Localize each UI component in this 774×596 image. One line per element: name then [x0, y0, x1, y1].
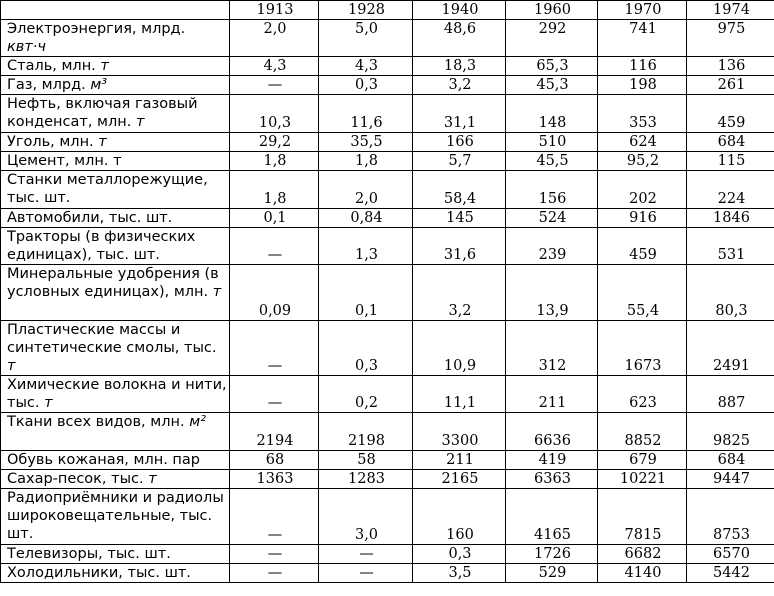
value-cell: 975 [687, 20, 774, 57]
value-cell: 0,1 [319, 265, 413, 321]
value-cell: 4,3 [230, 57, 319, 76]
row-label [1, 413, 230, 451]
value-cell: 31,1 [413, 95, 506, 133]
value-cell: 1,8 [319, 152, 413, 171]
row-name: Сталь, млн. [7, 58, 101, 74]
value-cell: 0,1 [230, 209, 319, 228]
value-cell: 623 [598, 376, 687, 413]
value-cell: 211 [506, 376, 598, 413]
table-row [1, 321, 774, 376]
value-cell: 4140 [598, 564, 687, 583]
value-cell: 116 [598, 57, 687, 76]
value-cell: — [230, 228, 319, 265]
value-cell: 0,3 [413, 545, 506, 564]
value-cell: 916 [598, 209, 687, 228]
value-cell: 10,9 [413, 321, 506, 376]
value-cell: 3,2 [413, 76, 506, 95]
table-row [1, 489, 774, 545]
row-name: Химические волокна и нити, тыс. [7, 377, 227, 411]
table-row [1, 228, 774, 265]
row-unit: т [148, 471, 157, 487]
value-cell: 0,84 [319, 209, 413, 228]
table-row [1, 451, 774, 470]
table-row [1, 413, 774, 451]
table-row [1, 545, 774, 564]
row-label [1, 20, 230, 57]
row-unit: т [7, 358, 16, 374]
value-cell: 7815 [598, 489, 687, 545]
row-name: Телевизоры, тыс. шт. [7, 546, 171, 562]
value-cell: — [319, 545, 413, 564]
row-label [1, 57, 230, 76]
table-row [1, 470, 774, 489]
value-cell: 160 [413, 489, 506, 545]
value-cell: 6682 [598, 545, 687, 564]
row-unit: м³ [90, 77, 108, 93]
value-cell: 145 [413, 209, 506, 228]
table-row [1, 564, 774, 583]
value-cell: 1283 [319, 470, 413, 489]
row-name: Минеральные удобрения (в условных единицах), млн. [7, 266, 219, 300]
value-cell: 5,0 [319, 20, 413, 57]
table-row [1, 265, 774, 321]
table-row [1, 376, 774, 413]
row-unit: т [212, 284, 222, 300]
value-cell: 0,2 [319, 376, 413, 413]
value-cell: 1363 [230, 470, 319, 489]
row-label [1, 228, 230, 265]
value-cell: — [319, 564, 413, 583]
row-label [1, 451, 230, 470]
value-cell: 224 [687, 171, 774, 209]
row-name: Цемент, млн. т [7, 153, 122, 169]
value-cell: 684 [687, 133, 774, 152]
value-cell: 166 [413, 133, 506, 152]
value-cell: 2,0 [230, 20, 319, 57]
row-name: Электроэнергия, млрд. [7, 21, 186, 37]
header-row [1, 1, 774, 20]
row-label [1, 321, 230, 376]
value-cell: 136 [687, 57, 774, 76]
value-cell: 292 [506, 20, 598, 57]
value-cell: 5442 [687, 564, 774, 583]
value-cell: 261 [687, 76, 774, 95]
value-cell: 18,3 [413, 57, 506, 76]
value-cell: 1,8 [230, 171, 319, 209]
table-row [1, 76, 774, 95]
value-cell: 95,2 [598, 152, 687, 171]
row-label [1, 376, 230, 413]
table-row [1, 57, 774, 76]
value-cell: 1846 [687, 209, 774, 228]
value-cell: 5,7 [413, 152, 506, 171]
value-cell: 0,3 [319, 76, 413, 95]
value-cell: 6636 [506, 413, 598, 451]
row-unit: м² [189, 414, 206, 430]
value-cell: 312 [506, 321, 598, 376]
year-header: 1928 [319, 1, 413, 20]
row-unit: т [44, 395, 53, 411]
row-unit: т [100, 58, 109, 74]
value-cell: 29,2 [230, 133, 319, 152]
value-cell: 679 [598, 451, 687, 470]
value-cell: 198 [598, 76, 687, 95]
value-cell: 31,6 [413, 228, 506, 265]
value-cell: 4165 [506, 489, 598, 545]
row-label [1, 265, 230, 321]
value-cell: 6363 [506, 470, 598, 489]
header-blank [1, 1, 230, 20]
value-cell: 2165 [413, 470, 506, 489]
value-cell: 4,3 [319, 57, 413, 76]
row-name: Станки металлорежущие, тыс. шт. [7, 172, 208, 206]
value-cell: 741 [598, 20, 687, 57]
value-cell: 156 [506, 171, 598, 209]
value-cell: 2491 [687, 321, 774, 376]
row-name: Холодильники, тыс. шт. [7, 565, 191, 581]
value-cell: — [230, 321, 319, 376]
row-name: Нефть, включая газовый конденсат, млн. [7, 96, 198, 130]
row-name: Сахар-песок, тыс. [7, 471, 149, 487]
year-header: 1974 [687, 1, 774, 20]
value-cell: 115 [687, 152, 774, 171]
value-cell: 239 [506, 228, 598, 265]
table-row [1, 20, 774, 57]
row-label [1, 470, 230, 489]
value-cell: 13,9 [506, 265, 598, 321]
row-name: Пластические массы и синтетические смолы, тыс. [7, 322, 217, 356]
value-cell: 2194 [230, 413, 319, 451]
value-cell: 529 [506, 564, 598, 583]
value-cell: 1,3 [319, 228, 413, 265]
row-unit: т [135, 114, 145, 130]
value-cell: 684 [687, 451, 774, 470]
year-header: 1960 [506, 1, 598, 20]
row-label [1, 489, 230, 545]
row-unit: квт·ч [7, 39, 46, 55]
value-cell: 48,6 [413, 20, 506, 57]
row-label [1, 95, 230, 133]
value-cell: 624 [598, 133, 687, 152]
value-cell: 65,3 [506, 57, 598, 76]
value-cell: 6570 [687, 545, 774, 564]
row-label [1, 133, 230, 152]
row-name: Газ, млрд. [7, 77, 91, 93]
row-label [1, 545, 230, 564]
value-cell: 2,0 [319, 171, 413, 209]
row-name: Ткани всех видов, млн. [7, 414, 190, 430]
row-label [1, 564, 230, 583]
value-cell: 0,09 [230, 265, 319, 321]
value-cell: 80,3 [687, 265, 774, 321]
row-name: Уголь, млн. [7, 134, 99, 150]
value-cell: 45,5 [506, 152, 598, 171]
value-cell: — [230, 545, 319, 564]
value-cell: 148 [506, 95, 598, 133]
value-cell: 202 [598, 171, 687, 209]
value-cell: 531 [687, 228, 774, 265]
value-cell: 3300 [413, 413, 506, 451]
value-cell: 419 [506, 451, 598, 470]
value-cell: 3,0 [319, 489, 413, 545]
value-cell: 9447 [687, 470, 774, 489]
value-cell: 35,5 [319, 133, 413, 152]
value-cell: — [230, 376, 319, 413]
row-label [1, 209, 230, 228]
table-row [1, 152, 774, 171]
value-cell: 459 [598, 228, 687, 265]
value-cell: 459 [687, 95, 774, 133]
row-name: Тракторы (в физических единицах), тыс. шт. [7, 229, 196, 263]
year-header: 1970 [598, 1, 687, 20]
row-label [1, 152, 230, 171]
value-cell: 58,4 [413, 171, 506, 209]
table-row [1, 133, 774, 152]
value-cell: 3,2 [413, 265, 506, 321]
value-cell: 1,8 [230, 152, 319, 171]
value-cell: 10,3 [230, 95, 319, 133]
row-name: Обувь кожаная, млн. пар [7, 452, 200, 468]
value-cell: 9825 [687, 413, 774, 451]
table-row [1, 209, 774, 228]
value-cell: 45,3 [506, 76, 598, 95]
value-cell: 510 [506, 133, 598, 152]
table-row [1, 95, 774, 133]
value-cell: — [230, 76, 319, 95]
value-cell: 11,6 [319, 95, 413, 133]
row-label [1, 76, 230, 95]
value-cell: 68 [230, 451, 319, 470]
value-cell: 0,3 [319, 321, 413, 376]
value-cell: — [230, 489, 319, 545]
value-cell: 55,4 [598, 265, 687, 321]
value-cell: 8852 [598, 413, 687, 451]
year-header: 1940 [413, 1, 506, 20]
value-cell: 3,5 [413, 564, 506, 583]
year-header: 1913 [230, 1, 319, 20]
value-cell: — [230, 564, 319, 583]
value-cell: 10221 [598, 470, 687, 489]
row-name: Радиоприёмники и радиолы широковещательные, тыс. шт. [7, 490, 224, 542]
value-cell: 353 [598, 95, 687, 133]
value-cell: 211 [413, 451, 506, 470]
row-unit: т [98, 134, 107, 150]
value-cell: 1726 [506, 545, 598, 564]
row-label [1, 171, 230, 209]
value-cell: 887 [687, 376, 774, 413]
row-name: Автомобили, тыс. шт. [7, 210, 173, 226]
table-row [1, 171, 774, 209]
value-cell: 2198 [319, 413, 413, 451]
value-cell: 11,1 [413, 376, 506, 413]
value-cell: 1673 [598, 321, 687, 376]
value-cell: 524 [506, 209, 598, 228]
value-cell: 8753 [687, 489, 774, 545]
value-cell: 58 [319, 451, 413, 470]
